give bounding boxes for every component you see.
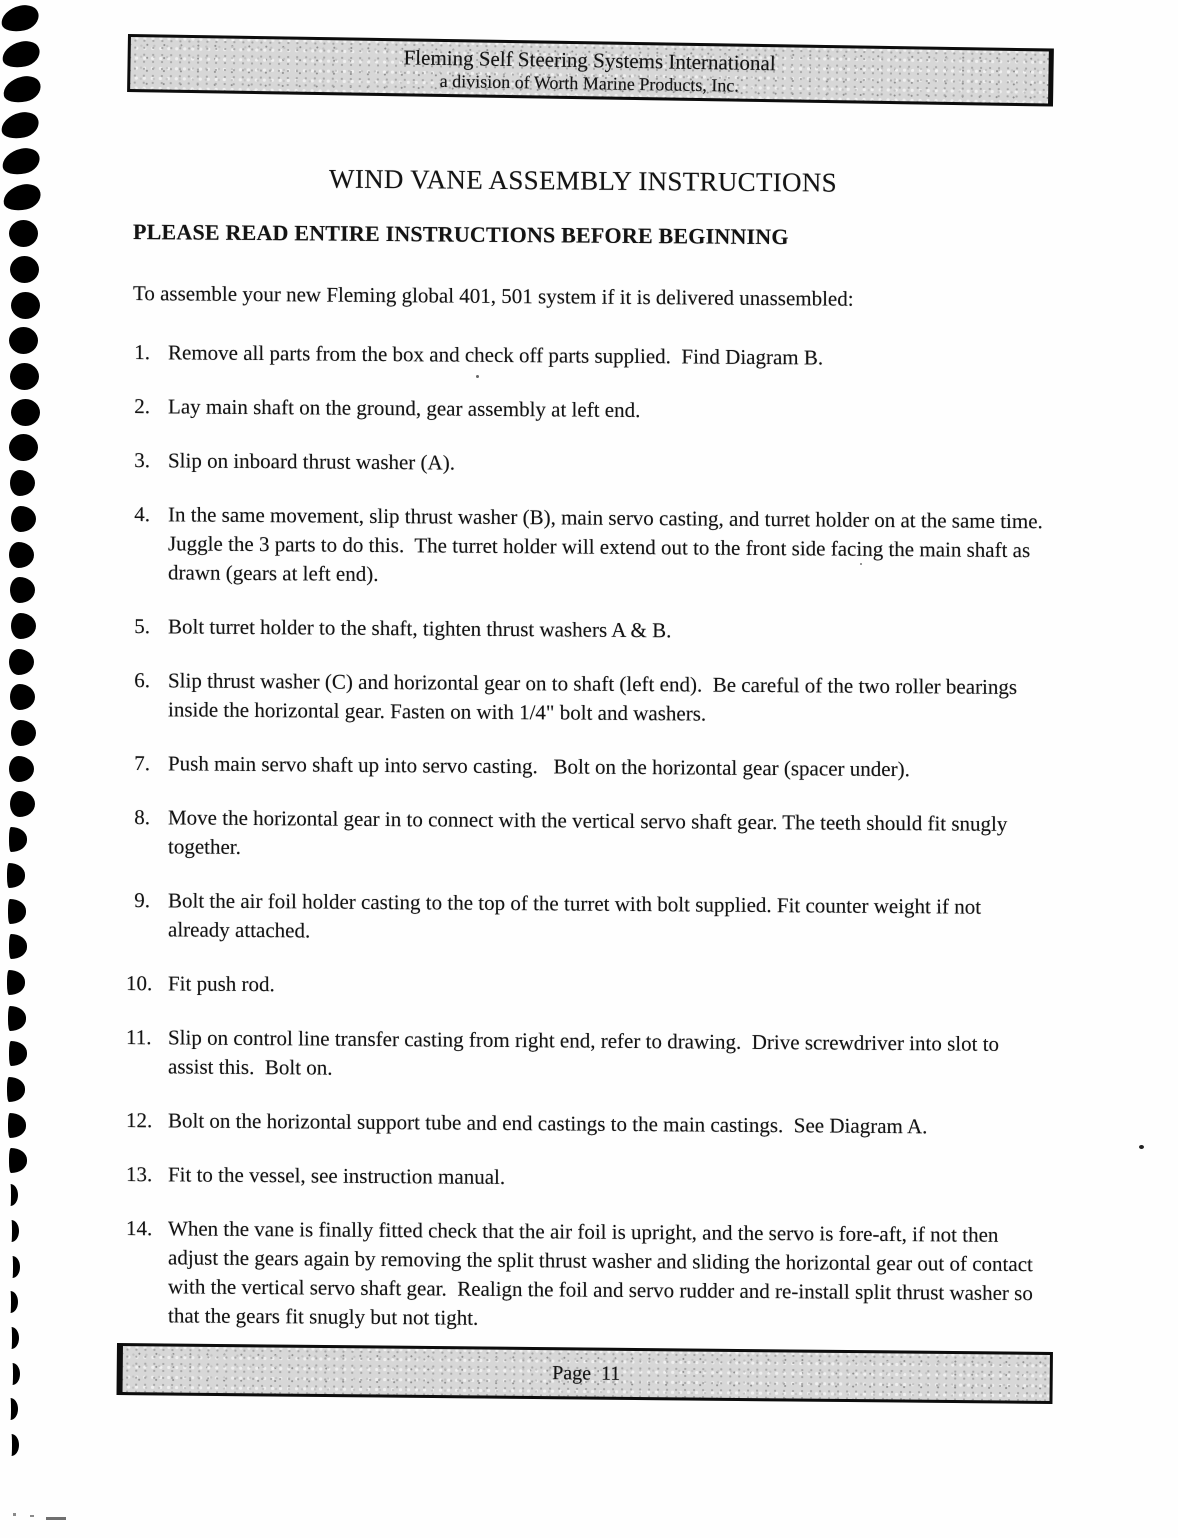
scan-speck [860, 563, 862, 565]
binding-hole [5, 1363, 20, 1385]
scan-artifact [46, 1517, 66, 1520]
notice-heading: PLEASE READ ENTIRE INSTRUCTIONS BEFORE BEGINNING [133, 219, 789, 250]
item-number: 2. [134, 394, 150, 419]
item-number: 7. [134, 751, 150, 776]
instruction-item [126, 392, 1178, 429]
item-number: 13. [126, 1161, 153, 1187]
binding-hole [3, 1398, 18, 1420]
item-text: When the vane is finally fitted check that the air foil is upright, and the servo is fore-aft, if not then adjust the gears again by removing the split thrust washer and sliding the horizontal gear out of contact with the vertical servo shaft gear. Realign the foil and servo rudder and re-install split thrust washer so that the gears fit snugly but not tight. [168, 1216, 1039, 1330]
item-number: 1. [134, 340, 150, 365]
binding-hole [0, 38, 42, 70]
item-number: 12. [126, 1107, 153, 1133]
instruction-item [126, 886, 1178, 952]
item-number: 6. [134, 668, 150, 693]
letterhead-company: Fleming Self Steering Systems International [403, 45, 776, 76]
page-footer-box [117, 1343, 1053, 1404]
item-text: Slip on inboard thrust washer (A). [168, 448, 455, 475]
instruction-item [126, 1160, 1178, 1197]
item-text: In the same movement, slip thrust washer (B), main servo casting, and turret holder on at the same time. Juggle the 3 parts to do this. The turret holder will extend out to the front side facing the main shaft as drawn (gears at left end). [168, 502, 1054, 586]
item-number: 3. [134, 448, 150, 473]
item-number: 9. [134, 888, 150, 913]
binding-hole [0, 109, 41, 141]
item-text: Slip thrust washer (C) and horizontal gear on to shaft (left end). Be careful of the two roller bearings inside the horizontal gear. Fasten on with 1/4" bolt and washers. [168, 668, 1023, 726]
item-text: Lay main shaft on the ground, gear assembly at left end. [168, 394, 641, 423]
item-text: Push main servo shaft up into servo casting. Bolt on the horizontal gear (spacer under). [168, 751, 910, 782]
instruction-item [126, 666, 1178, 732]
instruction-item [126, 446, 1178, 483]
instruction-item [126, 1106, 1178, 1143]
letterhead-box [127, 34, 1054, 107]
instruction-item [126, 803, 1178, 869]
instruction-item [126, 1214, 1178, 1338]
item-text: Fit to the vessel, see instruction manual. [168, 1162, 506, 1189]
scan-artifact [13, 1513, 16, 1516]
item-text: Fit push rod. [168, 971, 275, 997]
binding-hole [0, 2, 41, 34]
scan-speck [476, 375, 479, 378]
item-text: Bolt on the horizontal support tube and end castings to the main castings. See Diagram A. [168, 1108, 928, 1139]
item-text: Slip on control line transfer casting from right end, refer to drawing. Drive screwdriver into slot to assist this. Bolt on. [168, 1025, 1005, 1080]
item-text: Bolt the air foil holder casting to the top of the turret with bolt supplied. Fit counter weight if not already attached. [168, 888, 987, 943]
letterhead-division: a division of Worth Marine Products, Inc. [439, 70, 740, 96]
instruction-item [126, 969, 1178, 1006]
document-content [0, 160, 1178, 1363]
item-text: Remove all parts from the box and check off parts supplied. Find Diagram B. [168, 340, 824, 370]
scan-artifact [30, 1515, 34, 1517]
instruction-item [126, 338, 1178, 375]
intro-paragraph: To assemble your new Fleming global 401, 501 system if it is delivered unassembled: [133, 281, 854, 311]
item-number: 14. [126, 1215, 153, 1241]
instruction-list [0, 337, 1178, 1338]
instruction-item [126, 749, 1178, 786]
item-number: 4. [134, 502, 150, 527]
instruction-item [126, 612, 1178, 649]
page-title: WIND VANE ASSEMBLY INSTRUCTIONS [329, 163, 837, 198]
binding-hole [1, 74, 43, 106]
scan-speck [1139, 1145, 1144, 1149]
item-number: 10. [126, 970, 153, 996]
binding-hole [4, 1434, 19, 1456]
instruction-item [126, 500, 1178, 595]
page-number: Page 11 [552, 1362, 621, 1385]
item-number: 5. [134, 614, 150, 639]
item-number: 11. [126, 1024, 152, 1050]
instruction-item [126, 1023, 1178, 1089]
item-number: 8. [134, 805, 150, 830]
item-text: Bolt turret holder to the shaft, tighten thrust washers A & B. [168, 614, 672, 643]
item-text: Move the horizontal gear in to connect with the vertical servo shaft gear. The teeth should fit snugly together. [168, 805, 1013, 859]
